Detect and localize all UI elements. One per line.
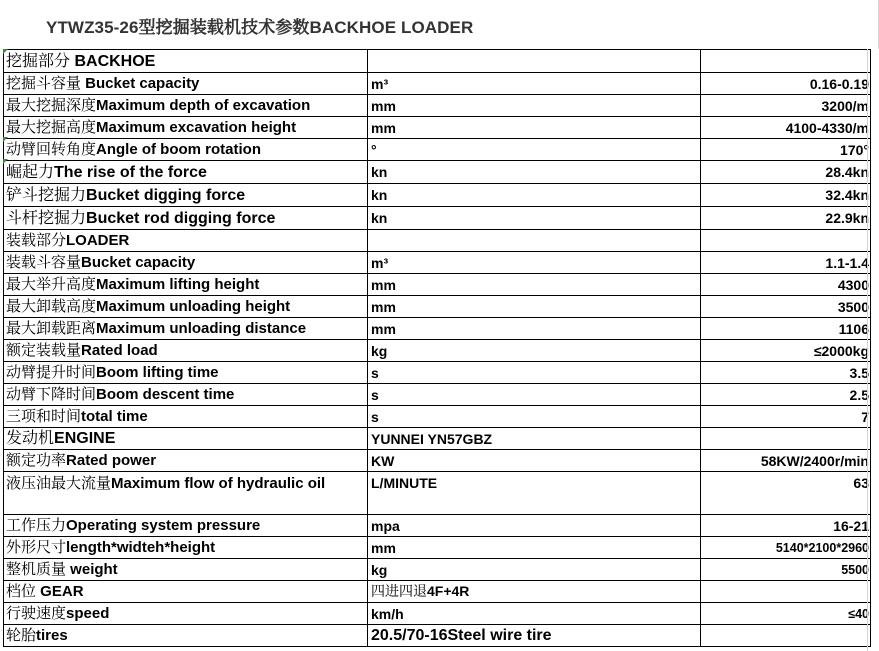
param-name-zh: 额定装载量 xyxy=(6,341,82,359)
table-row xyxy=(4,252,871,274)
param-name-cell xyxy=(4,184,368,207)
param-name-zh: 崛起力 xyxy=(6,161,55,181)
param-name-zh: 三项和时间 xyxy=(6,407,82,425)
value-cell: 16-21 xyxy=(701,515,871,537)
param-name-en: Boom lifting time xyxy=(96,364,219,381)
param-name-en: ENGINE xyxy=(54,430,116,447)
param-name-en: length*widteh*height xyxy=(66,539,216,556)
value-cell: 3500 xyxy=(701,296,871,318)
unit-cell: mm xyxy=(368,296,701,318)
value-cell: 3200/m xyxy=(701,95,871,117)
param-name-cell xyxy=(4,207,368,230)
param-name-zh: 液压油最大流量 xyxy=(6,474,112,492)
table-row xyxy=(4,184,871,207)
unit-cell: s xyxy=(368,362,701,384)
param-name-zh: 装载斗容量 xyxy=(6,253,82,271)
table-row xyxy=(4,161,871,184)
value-cell: ≤40 xyxy=(701,603,871,625)
param-name-cell xyxy=(4,73,368,95)
value-cell: 0.16-0.19 xyxy=(701,73,871,95)
page-title: YTWZ35-26型挖掘装载机技术参数BACKHOE LOADER xyxy=(46,18,474,37)
value-cell xyxy=(701,230,871,252)
param-name-cell xyxy=(4,274,368,296)
param-name-zh: 最大挖掘深度 xyxy=(6,96,97,114)
table-row xyxy=(4,537,871,559)
value-cell: ≤2000kg xyxy=(701,340,871,362)
table-row xyxy=(4,472,871,515)
param-name-en: Maximum lifting height xyxy=(96,276,260,293)
param-name-cell xyxy=(4,515,368,537)
unit-cell: kg xyxy=(368,340,701,362)
param-name-zh: 行驶速度 xyxy=(6,604,67,622)
param-name-en: Angle of boom rotation xyxy=(96,141,261,158)
unit-cell: 20.5/70-16Steel wire tire xyxy=(368,625,701,647)
param-name-en: speed xyxy=(66,605,110,622)
unit-cell: mm xyxy=(368,95,701,117)
param-name-zh: 最大卸载距离 xyxy=(6,319,97,337)
table-row xyxy=(4,450,871,472)
param-name-zh: 工作压力 xyxy=(6,516,67,534)
param-name-en: Maximum depth of excavation xyxy=(96,97,311,114)
param-name-en: Bucket digging force xyxy=(86,186,246,204)
value-cell: 22.9kn xyxy=(701,207,871,230)
param-name-zh: 档位 xyxy=(6,582,37,600)
value-cell: 170° xyxy=(701,139,871,161)
unit-cell xyxy=(368,581,701,603)
table-row xyxy=(4,406,871,428)
table-row xyxy=(4,296,871,318)
cell-marker-icon xyxy=(3,137,8,142)
param-name-en: Rated power xyxy=(66,452,157,469)
sheet-edge xyxy=(867,49,879,651)
table-row xyxy=(4,139,871,161)
table-row xyxy=(4,230,871,252)
unit-zh: 四进四退 xyxy=(371,584,427,600)
value-cell: 2.5 xyxy=(701,384,871,406)
table-row xyxy=(4,581,871,603)
unit-en: 4F+4R xyxy=(427,583,470,599)
param-name-en: BACKHOE xyxy=(70,52,156,70)
unit-cell: L/MINUTE xyxy=(368,472,701,515)
param-name-cell xyxy=(4,581,368,603)
unit-cell: s xyxy=(368,406,701,428)
table-row xyxy=(4,428,871,450)
param-name-cell xyxy=(4,428,368,450)
value-cell: 3.5 xyxy=(701,362,871,384)
param-name-cell xyxy=(4,296,368,318)
param-name-zh: 动臂下降时间 xyxy=(6,385,97,403)
value-cell xyxy=(701,428,871,450)
param-name-cell xyxy=(4,362,368,384)
param-name-en: Maximum unloading distance xyxy=(96,320,307,337)
param-name-zh: 斗杆挖掘力 xyxy=(6,207,87,227)
table-row xyxy=(4,318,871,340)
param-name-cell xyxy=(4,472,368,515)
table-row xyxy=(4,207,871,230)
table-row xyxy=(4,625,871,647)
unit-cell: YUNNEI YN57GBZ xyxy=(368,428,701,450)
unit-cell xyxy=(368,50,701,73)
param-name-en: Maximum excavation height xyxy=(96,119,297,136)
param-name-cell xyxy=(4,603,368,625)
table-row xyxy=(4,559,871,581)
param-name-zh: 动臂提升时间 xyxy=(6,363,97,381)
param-name-en: total time xyxy=(81,408,148,425)
table-row xyxy=(4,274,871,296)
table-row xyxy=(4,603,871,625)
param-name-cell xyxy=(4,340,368,362)
unit-cell: mm xyxy=(368,274,701,296)
value-cell xyxy=(701,625,871,647)
unit-cell: mm xyxy=(368,117,701,139)
unit-cell: m³ xyxy=(368,252,701,274)
unit-cell: m³ xyxy=(368,73,701,95)
table-row xyxy=(4,362,871,384)
unit-cell: ° xyxy=(368,139,701,161)
param-name-zh: 最大卸载高度 xyxy=(6,297,97,315)
param-name-en: Bucket capacity xyxy=(81,254,196,271)
table-row xyxy=(4,117,871,139)
value-cell: 5140*2100*2960 xyxy=(701,537,871,559)
param-name-en: LOADER xyxy=(66,232,130,249)
param-name-cell xyxy=(4,384,368,406)
value-cell: 1.1-1.4 xyxy=(701,252,871,274)
param-name-zh: 铲斗挖掘力 xyxy=(6,184,87,204)
param-name-en: Bucket rod digging force xyxy=(86,209,276,227)
param-name-cell xyxy=(4,559,368,581)
value-cell: 58KW/2400r/min xyxy=(701,450,871,472)
param-name-cell xyxy=(4,252,368,274)
param-name-en: Maximum unloading height xyxy=(96,298,291,315)
param-name-cell xyxy=(4,161,368,184)
param-name-cell xyxy=(4,318,368,340)
unit-cell: KW xyxy=(368,450,701,472)
value-cell: 1106 xyxy=(701,318,871,340)
param-name-cell xyxy=(4,625,368,647)
param-name-cell xyxy=(4,95,368,117)
param-name-zh: 挖掘斗容量 xyxy=(6,74,82,92)
param-name-zh: 装载部分 xyxy=(6,231,67,249)
param-name-cell xyxy=(4,450,368,472)
unit-cell: kn xyxy=(368,161,701,184)
table-row xyxy=(4,340,871,362)
table-row xyxy=(4,384,871,406)
param-name-en: Rated load xyxy=(81,342,158,359)
table-row xyxy=(4,95,871,117)
value-cell: 4100-4330/m xyxy=(701,117,871,139)
param-name-zh: 额定功率 xyxy=(6,451,67,469)
unit-cell xyxy=(368,230,701,252)
unit-cell: mpa xyxy=(368,515,701,537)
param-name-cell xyxy=(4,117,368,139)
param-name-en: The rise of the force xyxy=(54,163,207,181)
unit-cell: kn xyxy=(368,184,701,207)
unit-cell: mm xyxy=(368,537,701,559)
param-name-zh: 轮胎 xyxy=(6,626,37,644)
table-row xyxy=(4,515,871,537)
param-name-zh: 外形尺寸 xyxy=(6,538,67,556)
unit-cell: kn xyxy=(368,207,701,230)
param-name-cell xyxy=(4,406,368,428)
table-row xyxy=(4,73,871,95)
value-cell: 5500 xyxy=(701,559,871,581)
param-name-en: Maximum flow of hydraulic oil xyxy=(111,475,326,492)
param-name-cell xyxy=(4,139,368,161)
spec-table xyxy=(3,49,871,647)
value-cell: 4300 xyxy=(701,274,871,296)
param-name-zh: 整机质量 xyxy=(6,560,67,578)
param-name-en: tires xyxy=(36,627,68,644)
param-name-en: Operating system pressure xyxy=(66,517,261,534)
param-name-zh: 最大举升高度 xyxy=(6,275,97,293)
param-name-en: Boom descent time xyxy=(96,386,235,403)
unit-cell: s xyxy=(368,384,701,406)
param-name-zh: 挖掘部分 xyxy=(6,50,71,70)
param-name-en: weight xyxy=(66,561,118,578)
value-cell: 63 xyxy=(701,472,871,515)
value-cell: 7 xyxy=(701,406,871,428)
param-name-zh: 发动机 xyxy=(6,428,55,447)
unit-cell: kg xyxy=(368,559,701,581)
param-name-zh: 动臂回转角度 xyxy=(6,140,97,158)
param-name-cell xyxy=(4,230,368,252)
param-name-zh: 最大挖掘高度 xyxy=(6,118,97,136)
cell-marker-icon xyxy=(3,159,8,164)
cell-marker-icon xyxy=(3,49,8,54)
param-name-cell xyxy=(4,537,368,559)
param-name-en: Bucket capacity xyxy=(81,75,200,92)
unit-cell: mm xyxy=(368,318,701,340)
value-cell: 32.4kn xyxy=(701,184,871,207)
param-name-cell xyxy=(4,50,368,73)
param-name-en: GEAR xyxy=(36,583,84,600)
value-cell: 28.4kn xyxy=(701,161,871,184)
table-row xyxy=(4,50,871,73)
value-cell xyxy=(701,50,871,73)
value-cell xyxy=(701,581,871,603)
unit-cell: km/h xyxy=(368,603,701,625)
